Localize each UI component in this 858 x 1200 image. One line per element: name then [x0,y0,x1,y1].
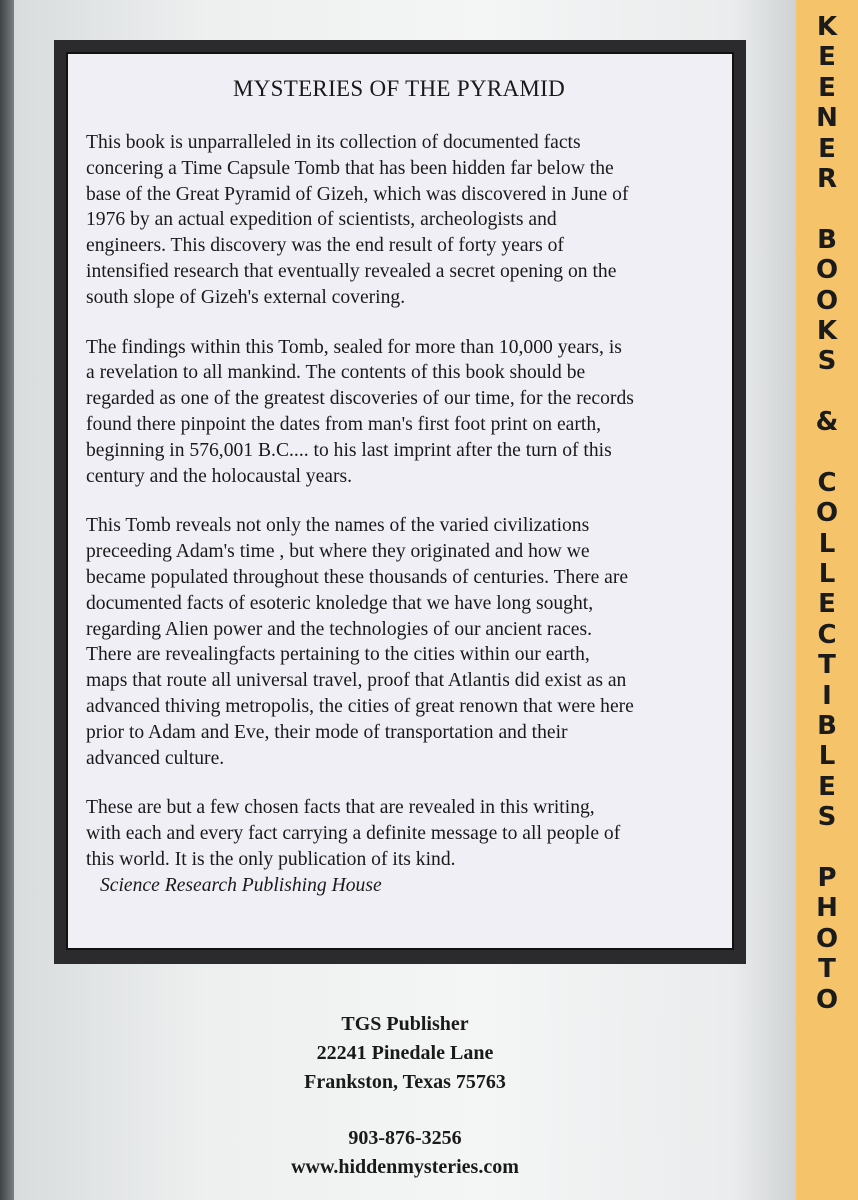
paragraph-line: The findings within this Tomb, sealed for more than 10,000 years, is [86,336,622,358]
publisher-block [14,1010,796,1182]
banner-letter: O [815,285,839,316]
paragraph-line: became populated throughout these thousands of centuries. There are [86,566,629,588]
banner-letter: T [818,954,836,985]
banner-space [796,833,858,863]
banner-space [796,437,858,467]
banner-letter: S [817,802,837,833]
banner-letter: E [818,42,836,73]
banner-letter: H [816,893,838,924]
paragraph-line: regarding Alien power and the technologies of our ancient races. [86,618,592,640]
publisher-gap [14,1097,796,1124]
description-paragraph [86,513,712,771]
publisher-website: www.hiddenmysteries.com [291,1156,519,1178]
paragraph-line: engineers. This discovery was the end result of forty years of [86,235,564,257]
banner-letter: R [816,163,838,194]
paragraph-line: This book is unparralleled in its collection of documented facts [86,132,581,153]
banner-letter: B [817,224,837,255]
description-frame [54,40,746,964]
paragraph-line: There are revealingfacts pertaining to the cities within our earth, [86,644,590,666]
paragraph-line: century and the holocaustal years. [86,465,353,487]
paragraph-line: beginning in 576,001 B.C.... to his last imprint after the turn of this [86,439,612,461]
banner-letter: I [822,680,832,711]
watermark-banner [796,0,858,1200]
banner-letter: C [817,467,837,498]
banner-letter: B [817,710,837,741]
banner-letter: O [815,255,839,286]
banner-letter: L [818,559,836,590]
paragraph-line: a revelation to all mankind. The contents of this book should be [86,362,586,384]
banner-letter: O [815,984,839,1015]
banner-letter: T [818,650,836,681]
paragraph-line: base of the Great Pyramid of Gizeh, which was discovered in June of [86,183,629,205]
paragraph-line: concering a Time Capsule Tomb that has been hidden far below the [86,157,614,179]
paragraph-line: south slope of Gizeh's external covering. [86,286,406,308]
banner-letter: O [815,923,839,954]
publisher-name: TGS Publisher [341,1013,469,1035]
banner-letter: E [818,771,836,802]
banner-letter: L [818,528,836,559]
banner-letter: K [816,12,838,42]
paragraph-line: preceeding Adam's time , but where they originated and how we [86,541,590,563]
paragraph-line: this world. It is the only publication of its kind. [86,848,456,870]
paragraph-line: regarded as one of the greatest discoveries of our time, for the records [86,388,634,410]
paragraph-line: These are but a few chosen facts that are revealed in this writing, [86,797,595,819]
description-box [66,52,734,950]
description-paragraph [86,130,712,311]
paragraph-line: documented facts of esoteric knoledge that we have long sought, [86,592,594,614]
banner-space [796,377,858,407]
description-paragraph [86,795,712,872]
banner-letter: L [818,741,836,772]
banner-letter: O [815,498,839,529]
banner-space [796,194,858,224]
description-paragraphs [86,130,712,873]
banner-letter: C [817,619,837,650]
banner-letter: S [817,346,837,377]
banner-letter: E [818,589,836,620]
paragraph-line: 1976 by an actual expedition of scientists, archeologists and [86,209,557,231]
banner-letter: E [818,72,836,103]
paragraph-line: with each and every fact carrying a definite message to all people of [86,823,621,845]
banner-letter: N [816,103,838,134]
publisher-street: 22241 Pinedale Lane [316,1042,494,1064]
banner-letter: P [817,862,837,893]
box-title: MYSTERIES OF THE PYRAMID [232,76,565,101]
publisher-city: Frankston, Texas 75763 [304,1071,506,1093]
banner-letter: K [816,315,838,346]
paragraph-line: advanced culture. [86,747,225,769]
banner-letter: & [815,407,839,438]
paragraph-line: prior to Adam and Eve, their mode of transportation and their [86,721,568,743]
publisher-phone: 903-876-3256 [348,1127,462,1149]
paragraph-line: maps that route all universal travel, proof that Atlantis did exist as an [86,670,627,692]
publisher-signature: Science Research Publishing House [100,874,382,896]
paragraph-line: found there pinpoint the dates from man's first foot print on earth, [86,413,602,435]
paragraph-line: This Tomb reveals not only the names of the varied civilizations [86,515,590,537]
description-paragraph [86,335,712,490]
paragraph-line: intensified research that eventually revealed a secret opening on the [86,260,617,282]
banner-letter: E [818,133,836,164]
paragraph-line: advanced thiving metropolis, the cities of great renown that were here [86,695,634,717]
